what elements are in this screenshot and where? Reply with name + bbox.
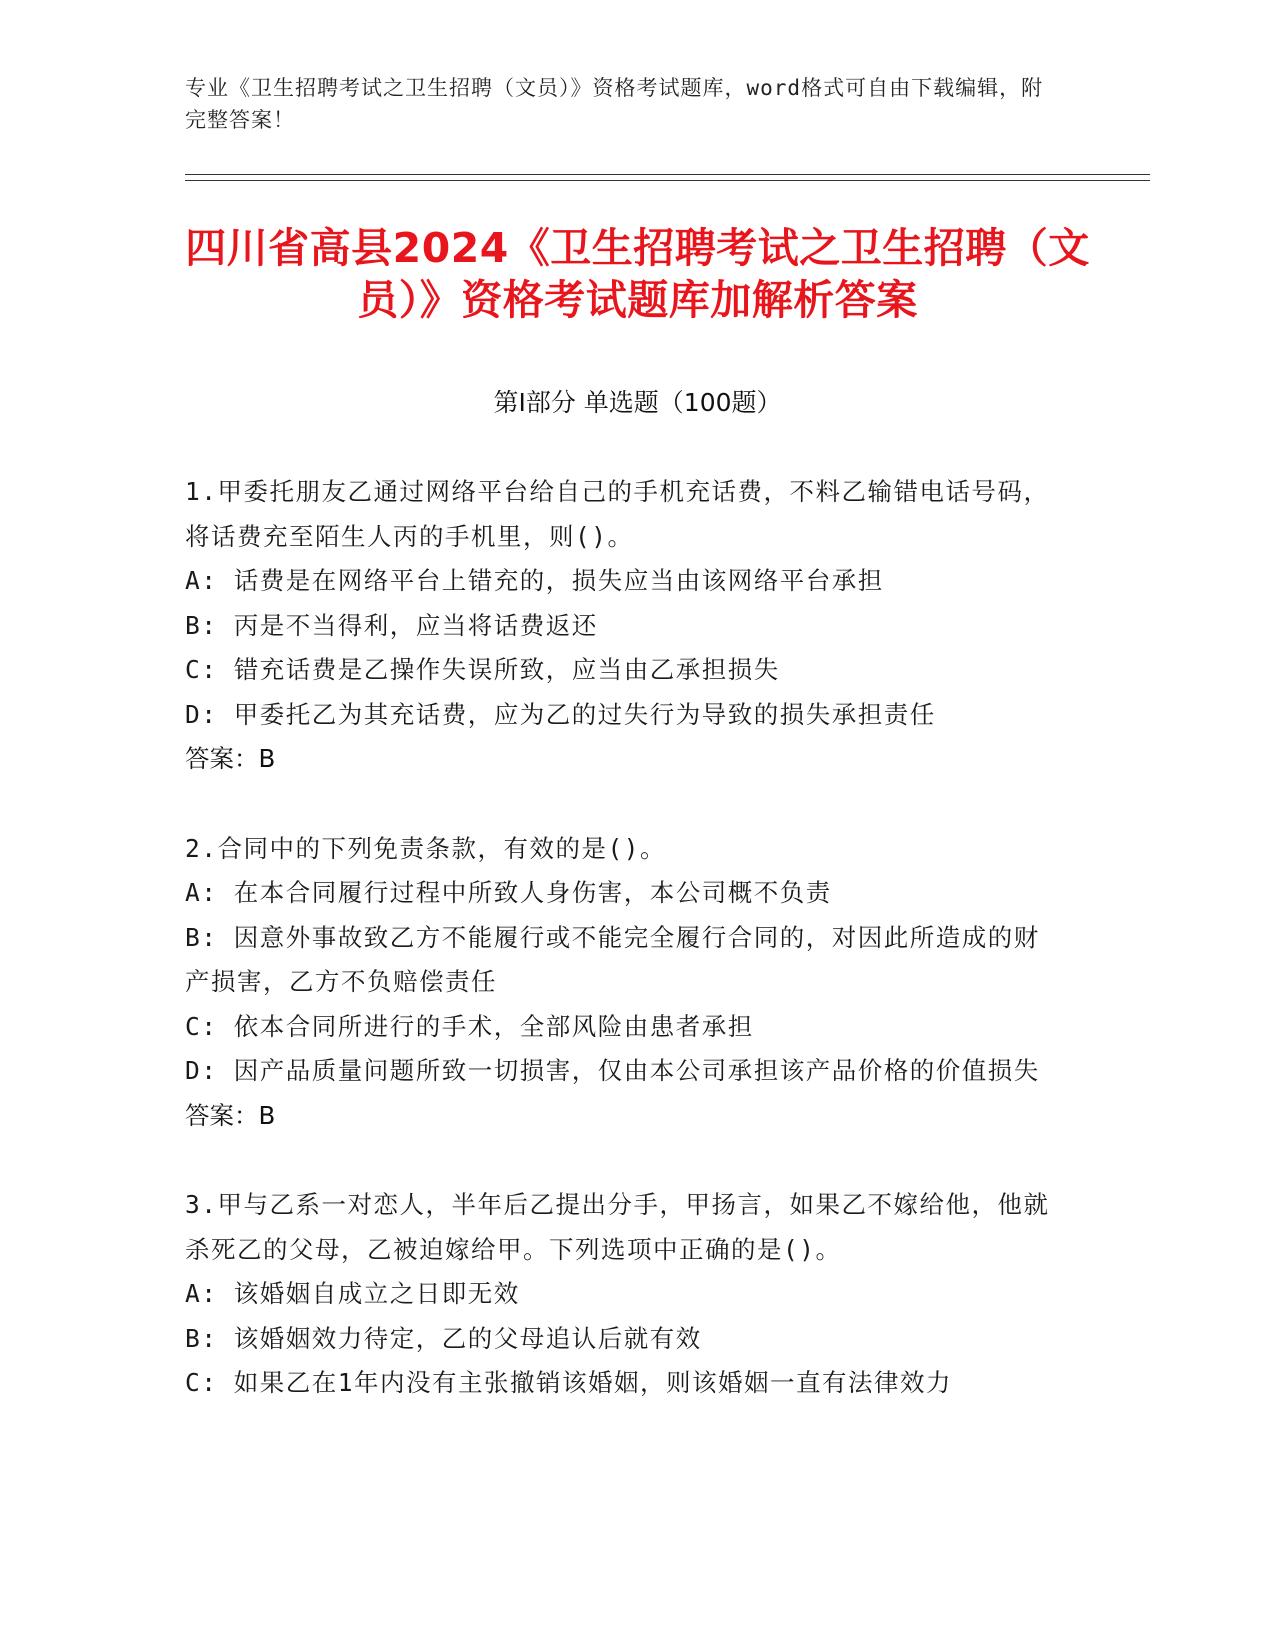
option-a: A: 该婚姻自成立之日即无效	[185, 1279, 520, 1308]
question-stem: 1.甲委托朋友乙通过网络平台给自己的手机充话费，不料乙输错电话号码，将话费充至陌生人丙的手机里，则()。	[185, 477, 1050, 551]
option-c: C: 依本合同所进行的手术，全部风险由患者承担	[185, 1011, 754, 1041]
header-divider-bottom	[185, 180, 1150, 181]
question-stem: 3.甲与乙系一对恋人，半年后乙提出分手，甲扬言，如果乙不嫁给他，他就杀死乙的父母，乙被迫嫁给甲。下列选项中正确的是()。	[185, 1190, 1050, 1264]
document-title: 四川省高县2024《卫生招聘考试之卫生招聘（文员）》资格考试题库加解析答案	[185, 224, 1090, 324]
header-note: 专业《卫生招聘考试之卫生招聘（文员）》资格考试题库，word格式可自由下载编辑，附完整答案！	[185, 76, 1044, 132]
section-heading: 第Ⅰ部分 单选题（100题）	[493, 388, 782, 417]
question-list	[185, 470, 1065, 1451]
option-c: C: 如果乙在1年内没有主张撤销该婚姻，则该婚姻一直有法律效力	[185, 1368, 952, 1397]
option-b: B: 因意外事故致乙方不能履行或不能完全履行合同的，对因此所造成的财产损害，乙方不负赔偿责任	[185, 922, 1040, 996]
question-stem: 2.合同中的下列免责条款，有效的是()。	[185, 833, 666, 863]
question-2	[185, 827, 1065, 1139]
question-3	[185, 1183, 1065, 1406]
answer-line: 答案：B	[185, 744, 276, 773]
option-d: D: 因产品质量问题所致一切损害，仅由本公司承担该产品价格的价值损失	[185, 1056, 1040, 1085]
option-d: D: 甲委托乙为其充话费，应为乙的过失行为导致的损失承担责任	[185, 699, 936, 729]
option-a: A: 在本合同履行过程中所致人身伤害，本公司概不负责	[185, 878, 832, 907]
answer-line: 答案：B	[185, 1100, 276, 1130]
option-b: B: 该婚姻效力待定，乙的父母追认后就有效	[185, 1323, 702, 1353]
option-b: B: 丙是不当得利，应当将话费返还	[185, 610, 598, 640]
option-c: C: 错充话费是乙操作失误所致，应当由乙承担损失	[185, 655, 780, 684]
option-a: A: 话费是在网络平台上错充的，损失应当由该网络平台承担	[185, 566, 884, 595]
question-1	[185, 470, 1065, 782]
header-divider-top	[185, 174, 1150, 175]
